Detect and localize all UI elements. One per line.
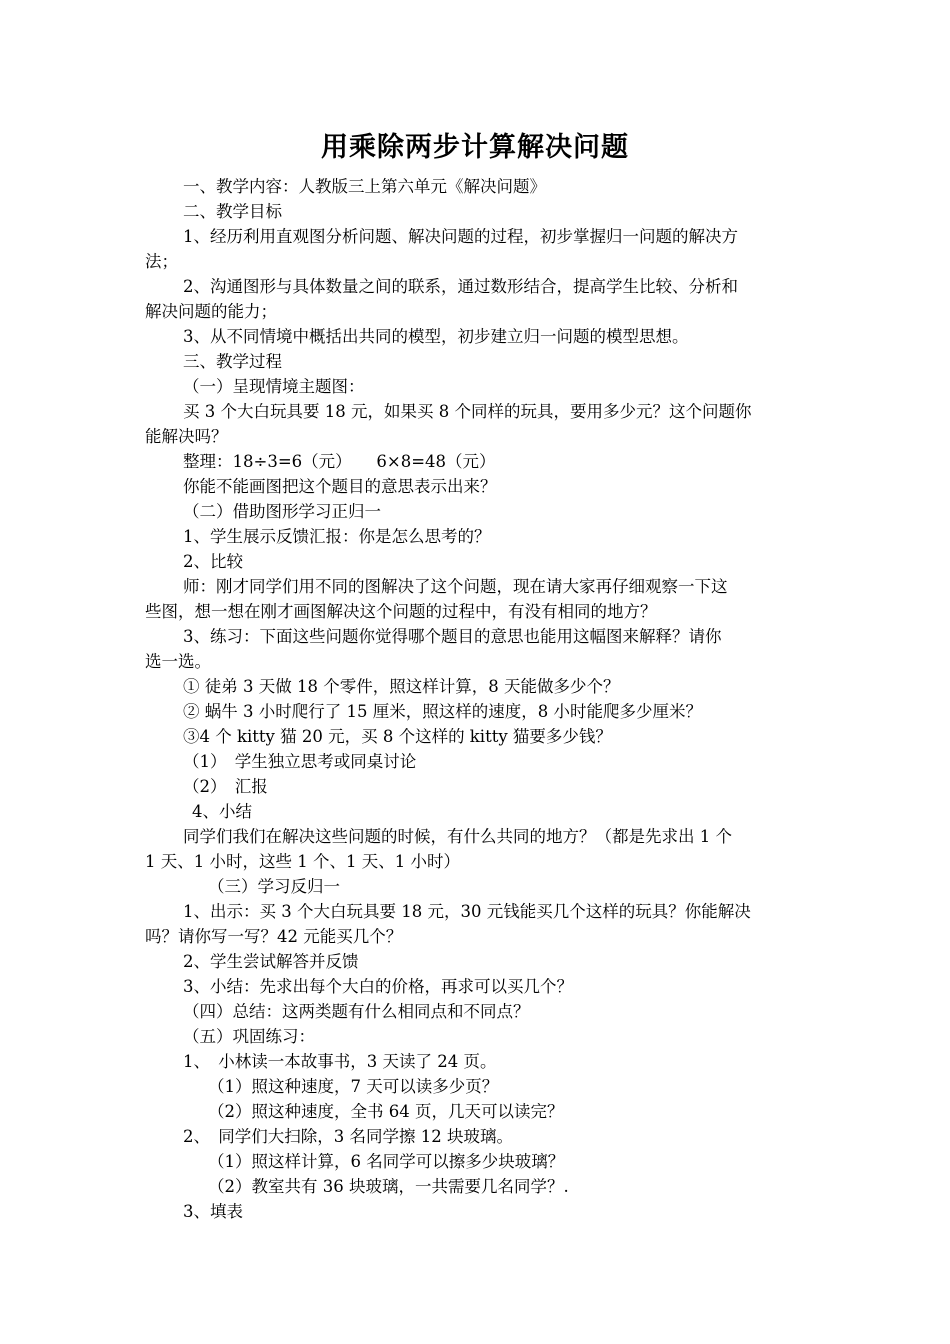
text-line: 3、从不同情境中概括出共同的模型，初步建立归一问题的模型思想。 (183, 327, 689, 346)
subsection-heading: （五）巩固练习： (183, 1027, 315, 1046)
text-line: 买 3 个大白玩具要 18 元，如果买 8 个同样的玩具，要用多少元？这个问题你 (183, 402, 752, 421)
text-line: 一、教学内容：人教版三上第六单元《解决问题》 (183, 177, 546, 196)
text-line: 2、沟通图形与具体数量之间的联系，通过数形结合，提高学生比较、分析和 (183, 277, 738, 296)
text-line: （2）照这种速度，全书 64 页，几天可以读完？ (208, 1102, 564, 1121)
text-line: 2、学生尝试解答并反馈 (183, 952, 359, 971)
subsection-heading: （四）总结：这两类题有什么相同点和不同点？ (183, 1002, 530, 1021)
text-line: （1）照这种速度，7 天可以读多少页？ (208, 1077, 499, 1096)
text-line: ① 徒弟 3 天做 18 个零件，照这样计算，8 天能做多少个？ (183, 677, 620, 696)
text-line: 2、比较 (183, 552, 243, 571)
text-line: 同学们我们在解决这些问题的时候，有什么共同的地方？（都是先求出 1 个 (183, 827, 732, 846)
text-line: 能解决吗？ (145, 427, 228, 446)
text-line: 解决问题的能力； (145, 302, 277, 321)
text-line: 3、小结：先求出每个大白的价格，再求可以买几个？ (183, 977, 573, 996)
text-line: 师：刚才同学们用不同的图解决了这个问题，现在请大家再仔细观察一下这 (183, 577, 728, 596)
text-line: 法； (145, 252, 178, 271)
subsection-heading: （一）呈现情境主题图： (183, 377, 365, 396)
text-line: ③4 个 kitty 猫 20 元，买 8 个这样的 kitty 猫要多少钱？ (183, 727, 612, 746)
text-line: ② 蜗牛 3 小时爬行了 15 厘米，照这样的速度，8 小时能爬多少厘米？ (183, 702, 702, 721)
text-line: 1 天、1 小时，这些 1 个、1 天、1 小时） (145, 852, 460, 871)
text-line: 1、出示：买 3 个大白玩具要 18 元，30 元钱能买几个这样的玩具？你能解决 (183, 902, 751, 921)
text-line: （2） 汇报 (183, 777, 268, 796)
text-line: 2、 同学们大扫除，3 名同学擦 12 块玻璃。 (183, 1127, 513, 1146)
text-line: （1） 学生独立思考或同桌讨论 (183, 752, 417, 771)
text-line: （2）教室共有 36 块玻璃，一共需要几名同学？. (208, 1177, 569, 1196)
subsection-heading: （二）借助图形学习正归一 (183, 502, 381, 521)
text-line: 1、学生展示反馈汇报：你是怎么思考的？ (183, 527, 491, 546)
text-line: 1、 小林读一本故事书，3 天读了 24 页。 (183, 1052, 497, 1071)
text-line: 3、练习：下面这些问题你觉得哪个题目的意思也能用这幅图来解释？请你 (183, 627, 722, 646)
text-line: 些图，想一想在刚才画图解决这个问题的过程中，有没有相同的地方？ (145, 602, 657, 621)
text-line: 3、填表 (183, 1202, 243, 1221)
text-line: 选一选。 (145, 652, 211, 671)
subsection-heading: （三）学习反归一 (208, 877, 340, 896)
document-title: 用乘除两步计算解决问题 (321, 132, 629, 163)
text-line: 吗？请你写一写？42 元能买几个？ (145, 927, 403, 946)
text-line: 1、经历利用直观图分析问题、解决问题的过程，初步掌握归一问题的解决方 (183, 227, 738, 246)
text-line: 4、小结 (192, 802, 252, 821)
section-heading: 三、教学过程 (183, 352, 282, 371)
text-line: 整理：18÷3=6（元） 6×8=48（元） (183, 452, 496, 471)
text-line: 你能不能画图把这个题目的意思表示出来？ (183, 477, 497, 496)
text-line: 二、教学目标 (183, 202, 282, 221)
text-line: （1）照这样计算，6 名同学可以擦多少块玻璃？ (208, 1152, 565, 1171)
